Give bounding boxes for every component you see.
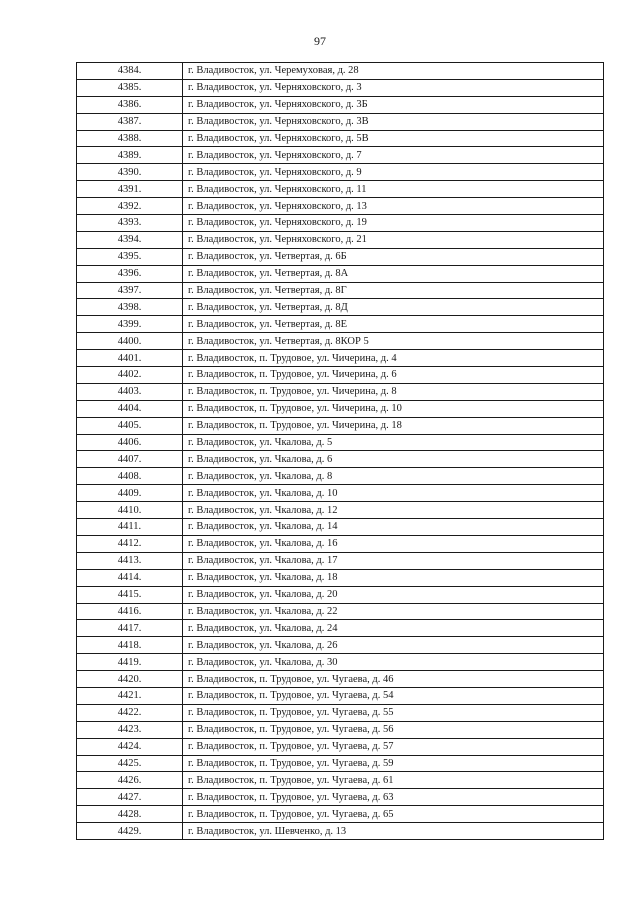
address-cell: г. Владивосток, ул. Черняховского, д. 13 [183, 198, 604, 215]
address-cell: г. Владивосток, ул. Чкалова, д. 24 [183, 620, 604, 637]
table-row [77, 806, 604, 823]
address-cell: г. Владивосток, ул. Четвертая, д. 8КОР 5 [183, 333, 604, 350]
address-cell: г. Владивосток, ул. Черняховского, д. 7 [183, 147, 604, 164]
row-number-cell: 4396. [77, 265, 183, 282]
row-number-cell: 4422. [77, 704, 183, 721]
address-cell: г. Владивосток, ул. Черемуховая, д. 28 [183, 63, 604, 80]
row-number-cell: 4397. [77, 282, 183, 299]
address-cell: г. Владивосток, ул. Чкалова, д. 16 [183, 535, 604, 552]
table-row [77, 299, 604, 316]
table-row [77, 637, 604, 654]
address-cell: г. Владивосток, ул. Черняховского, д. 21 [183, 231, 604, 248]
address-cell: г. Владивосток, ул. Черняховского, д. 11 [183, 181, 604, 198]
row-number-cell: 4408. [77, 468, 183, 485]
table-row [77, 417, 604, 434]
row-number-cell: 4414. [77, 569, 183, 586]
address-cell: г. Владивосток, ул. Чкалова, д. 5 [183, 434, 604, 451]
table-row [77, 198, 604, 215]
row-number-cell: 4429. [77, 823, 183, 840]
address-cell: г. Владивосток, п. Трудовое, ул. Чугаева, д. 57 [183, 738, 604, 755]
address-cell: г. Владивосток, ул. Чкалова, д. 18 [183, 569, 604, 586]
row-number-cell: 4395. [77, 248, 183, 265]
address-cell: г. Владивосток, ул. Чкалова, д. 17 [183, 552, 604, 569]
address-cell: г. Владивосток, п. Трудовое, ул. Чугаева, д. 63 [183, 789, 604, 806]
address-cell: г. Владивосток, ул. Черняховского, д. 9 [183, 164, 604, 181]
row-number-cell: 4428. [77, 806, 183, 823]
table-row [77, 738, 604, 755]
page-number: 97 [314, 34, 326, 48]
row-number-cell: 4393. [77, 215, 183, 232]
row-number-cell: 4413. [77, 552, 183, 569]
address-cell: г. Владивосток, ул. Чкалова, д. 26 [183, 637, 604, 654]
row-number-cell: 4385. [77, 79, 183, 96]
row-number-cell: 4390. [77, 164, 183, 181]
table-row [77, 569, 604, 586]
address-cell: г. Владивосток, ул. Чкалова, д. 8 [183, 468, 604, 485]
row-number-cell: 4400. [77, 333, 183, 350]
address-cell: г. Владивосток, ул. Чкалова, д. 30 [183, 654, 604, 671]
row-number-cell: 4421. [77, 687, 183, 704]
table-row [77, 586, 604, 603]
table-row [77, 181, 604, 198]
table-row [77, 671, 604, 688]
row-number-cell: 4402. [77, 367, 183, 384]
row-number-cell: 4399. [77, 316, 183, 333]
table-row [77, 63, 604, 80]
table-row [77, 79, 604, 96]
address-cell: г. Владивосток, ул. Четвертая, д. 8Д [183, 299, 604, 316]
address-cell: г. Владивосток, ул. Чкалова, д. 12 [183, 502, 604, 519]
row-number-cell: 4406. [77, 434, 183, 451]
row-number-cell: 4394. [77, 231, 183, 248]
address-cell: г. Владивосток, п. Трудовое, ул. Чугаева, д. 61 [183, 772, 604, 789]
row-number-cell: 4407. [77, 451, 183, 468]
row-number-cell: 4403. [77, 383, 183, 400]
row-number-cell: 4412. [77, 535, 183, 552]
table-row [77, 367, 604, 384]
table-row [77, 721, 604, 738]
row-number-cell: 4386. [77, 96, 183, 113]
address-cell: г. Владивосток, ул. Четвертая, д. 6Б [183, 248, 604, 265]
row-number-cell: 4387. [77, 113, 183, 130]
table-row [77, 333, 604, 350]
table-row [77, 603, 604, 620]
address-cell: г. Владивосток, ул. Черняховского, д. 19 [183, 215, 604, 232]
table-row [77, 96, 604, 113]
address-cell: г. Владивосток, ул. Чкалова, д. 10 [183, 485, 604, 502]
table-row [77, 147, 604, 164]
table-row [77, 823, 604, 840]
table-row [77, 704, 604, 721]
row-number-cell: 4424. [77, 738, 183, 755]
table-row [77, 468, 604, 485]
address-cell: г. Владивосток, ул. Шевченко, д. 13 [183, 823, 604, 840]
address-cell: г. Владивосток, п. Трудовое, ул. Чугаева, д. 55 [183, 704, 604, 721]
table-row [77, 451, 604, 468]
address-cell: г. Владивосток, ул. Четвертая, д. 8Е [183, 316, 604, 333]
row-number-cell: 4426. [77, 772, 183, 789]
address-cell: г. Владивосток, п. Трудовое, ул. Чичерина, д. 18 [183, 417, 604, 434]
row-number-cell: 4415. [77, 586, 183, 603]
table-row [77, 535, 604, 552]
address-cell: г. Владивосток, ул. Черняховского, д. 3В [183, 113, 604, 130]
table-row [77, 113, 604, 130]
row-number-cell: 4410. [77, 502, 183, 519]
row-number-cell: 4391. [77, 181, 183, 198]
address-cell: г. Владивосток, п. Трудовое, ул. Чичерина, д. 10 [183, 400, 604, 417]
row-number-cell: 4411. [77, 519, 183, 536]
row-number-cell: 4405. [77, 417, 183, 434]
table-row [77, 231, 604, 248]
row-number-cell: 4417. [77, 620, 183, 637]
table-row [77, 789, 604, 806]
address-cell: г. Владивосток, п. Трудовое, ул. Чичерина, д. 6 [183, 367, 604, 384]
address-cell: г. Владивосток, ул. Чкалова, д. 6 [183, 451, 604, 468]
address-cell: г. Владивосток, ул. Черняховского, д. 3 [183, 79, 604, 96]
row-number-cell: 4416. [77, 603, 183, 620]
table-row [77, 265, 604, 282]
address-cell: г. Владивосток, ул. Чкалова, д. 20 [183, 586, 604, 603]
address-cell: г. Владивосток, ул. Чкалова, д. 14 [183, 519, 604, 536]
row-number-cell: 4427. [77, 789, 183, 806]
address-cell: г. Владивосток, п. Трудовое, ул. Чугаева, д. 59 [183, 755, 604, 772]
address-cell: г. Владивосток, п. Трудовое, ул. Чугаева, д. 65 [183, 806, 604, 823]
row-number-cell: 4389. [77, 147, 183, 164]
table-row [77, 350, 604, 367]
table-row [77, 130, 604, 147]
address-cell: г. Владивосток, п. Трудовое, ул. Чичерина, д. 4 [183, 350, 604, 367]
row-number-cell: 4388. [77, 130, 183, 147]
table-row [77, 383, 604, 400]
address-table [76, 62, 604, 840]
row-number-cell: 4419. [77, 654, 183, 671]
address-cell: г. Владивосток, ул. Четвертая, д. 8Г [183, 282, 604, 299]
address-cell: г. Владивосток, п. Трудовое, ул. Чугаева, д. 46 [183, 671, 604, 688]
address-cell: г. Владивосток, ул. Черняховского, д. 3Б [183, 96, 604, 113]
table-row [77, 316, 604, 333]
row-number-cell: 4398. [77, 299, 183, 316]
table-row [77, 400, 604, 417]
row-number-cell: 4392. [77, 198, 183, 215]
address-cell: г. Владивосток, ул. Черняховского, д. 5В [183, 130, 604, 147]
table-row [77, 502, 604, 519]
table-row [77, 519, 604, 536]
row-number-cell: 4423. [77, 721, 183, 738]
row-number-cell: 4420. [77, 671, 183, 688]
table-row [77, 687, 604, 704]
address-cell: г. Владивосток, ул. Четвертая, д. 8А [183, 265, 604, 282]
row-number-cell: 4425. [77, 755, 183, 772]
table-row [77, 552, 604, 569]
table-row [77, 772, 604, 789]
address-table-body [77, 63, 604, 840]
table-row [77, 164, 604, 181]
address-cell: г. Владивосток, п. Трудовое, ул. Чичерина, д. 8 [183, 383, 604, 400]
address-cell: г. Владивосток, п. Трудовое, ул. Чугаева, д. 54 [183, 687, 604, 704]
row-number-cell: 4409. [77, 485, 183, 502]
row-number-cell: 4418. [77, 637, 183, 654]
table-row [77, 434, 604, 451]
table-row [77, 620, 604, 637]
table-row [77, 282, 604, 299]
table-row [77, 248, 604, 265]
row-number-cell: 4401. [77, 350, 183, 367]
address-cell: г. Владивосток, п. Трудовое, ул. Чугаева, д. 56 [183, 721, 604, 738]
table-row [77, 485, 604, 502]
address-cell: г. Владивосток, ул. Чкалова, д. 22 [183, 603, 604, 620]
row-number-cell: 4404. [77, 400, 183, 417]
table-row [77, 755, 604, 772]
table-row [77, 215, 604, 232]
table-row [77, 654, 604, 671]
row-number-cell: 4384. [77, 63, 183, 80]
